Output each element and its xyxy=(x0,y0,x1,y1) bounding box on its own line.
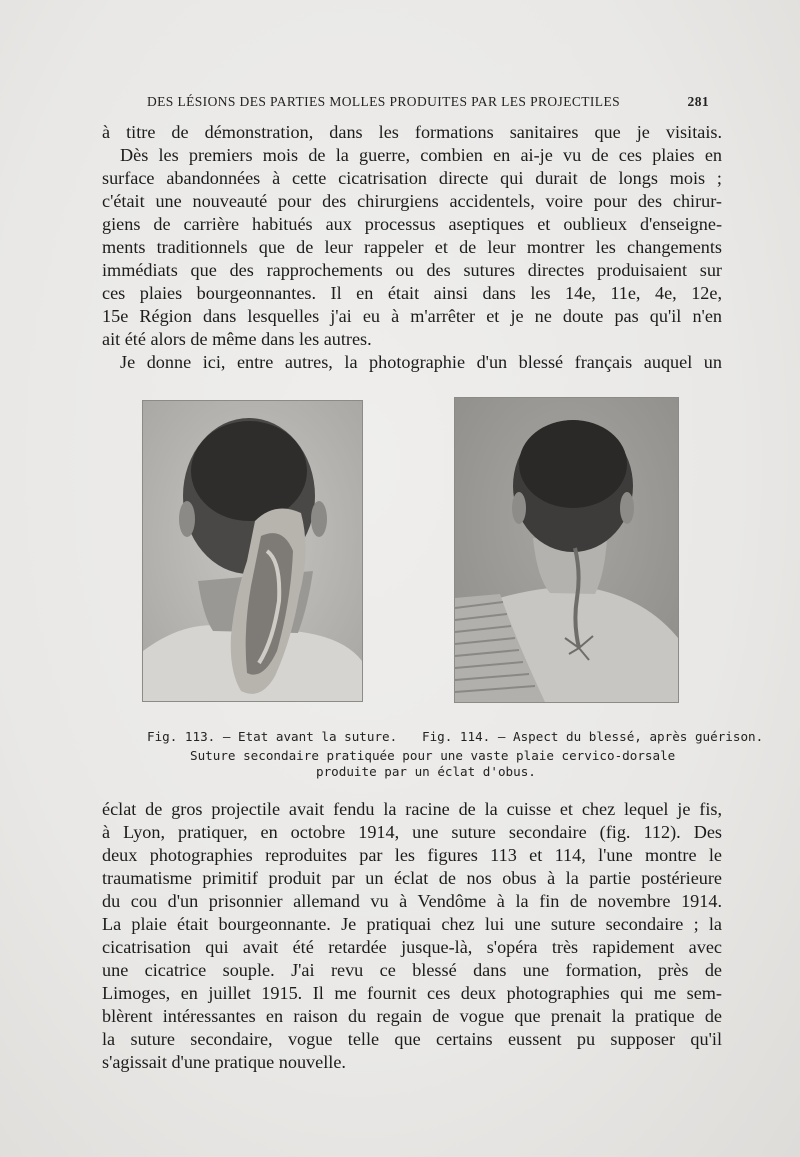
text-line: éclat de gros projectile avait fendu la racine de la cuisse et chez lequel je fis, xyxy=(102,799,722,819)
text-line: c'était une nouveauté pour des chirurgiens accidentels, voire pour des chirur- xyxy=(102,191,722,211)
text-line: à Lyon, pratiquer, en octobre 1914, une suture secondaire (fig. 112). Des xyxy=(102,822,722,842)
page-number: 281 xyxy=(687,94,709,109)
text-line: Je donne ici, entre autres, la photographie d'un blessé français auquel un xyxy=(120,352,722,372)
text-line: une cicatrice souple. J'ai revu ce blessé dans une formation, près de xyxy=(102,960,722,980)
text-line: du cou d'un prisonnier allemand vu à Vendôme à la fin de novembre 1914. xyxy=(102,891,722,911)
text-line: Limoges, en juillet 1915. Il me fournit ces deux photographies qui me sem- xyxy=(102,983,722,1003)
figure-114-image xyxy=(455,398,678,702)
text-line: surface abandonnées à cette cicatrisation directe qui durait de longs mois ; xyxy=(102,168,722,188)
shared-caption-line-2: produite par un éclat d'obus. xyxy=(316,764,536,779)
figure-113-image xyxy=(143,401,362,701)
text-line: 15e Région dans lesquelles j'ai eu à m'arrêter et je ne doute pas qu'il n'en xyxy=(102,306,722,326)
running-title: DES LÉSIONS DES PARTIES MOLLES PRODUITES PAR LES PROJECTILES xyxy=(147,94,621,109)
text-line: immédiats que des rapprochements ou des sutures directes produisaient sur xyxy=(102,260,722,280)
text-line: à titre de démonstration, dans les formations sanitaires que je visitais. xyxy=(102,122,722,142)
text-line: La plaie était bourgeonnante. Je pratiquai chez lui une suture secondaire ; la xyxy=(102,914,722,934)
paragraph-bottom xyxy=(102,798,722,1074)
paragraph-top xyxy=(102,121,722,374)
figure-114-photo xyxy=(454,397,679,703)
text-line: deux photographies reproduites par les figures 113 et 114, l'une montre le xyxy=(102,845,722,865)
text-line: cicatrisation qui avait été retardée jusque-là, s'opéra très rapidement avec xyxy=(102,937,722,957)
text-line: ments traditionnels que de leur rappeler et de leur montrer les changements xyxy=(102,237,722,257)
figure-114-caption: Fig. 114. — Aspect du blessé, après guérison. xyxy=(422,729,764,744)
text-line: s'agissait d'une pratique nouvelle. xyxy=(102,1052,346,1072)
text-line: giens de carrière habitués aux processus aseptiques et oublieux d'enseigne- xyxy=(102,214,722,234)
text-line: traumatisme primitif produit par un éclat de nos obus à la partie postérieure xyxy=(102,868,722,888)
text-line: ces plaies bourgeonnantes. Il en était ainsi dans les 14e, 11e, 4e, 12e, xyxy=(102,283,722,303)
text-line: blèrent intéressantes en raison du regain de vogue que prenait la pratique de xyxy=(102,1006,722,1026)
figure-113-photo xyxy=(142,400,363,702)
shared-caption-line-1: Suture secondaire pratiquée pour une vaste plaie cervico-dorsale xyxy=(190,748,676,763)
text-line: la suture secondaire, vogue telle que certains eussent pu supposer qu'il xyxy=(102,1029,722,1049)
text-line: Dès les premiers mois de la guerre, combien en ai-je vu de ces plaies en xyxy=(120,145,722,165)
figure-113-caption: Fig. 113. — Etat avant la suture. xyxy=(147,729,398,744)
text-line: ait été alors de même dans les autres. xyxy=(102,329,372,349)
